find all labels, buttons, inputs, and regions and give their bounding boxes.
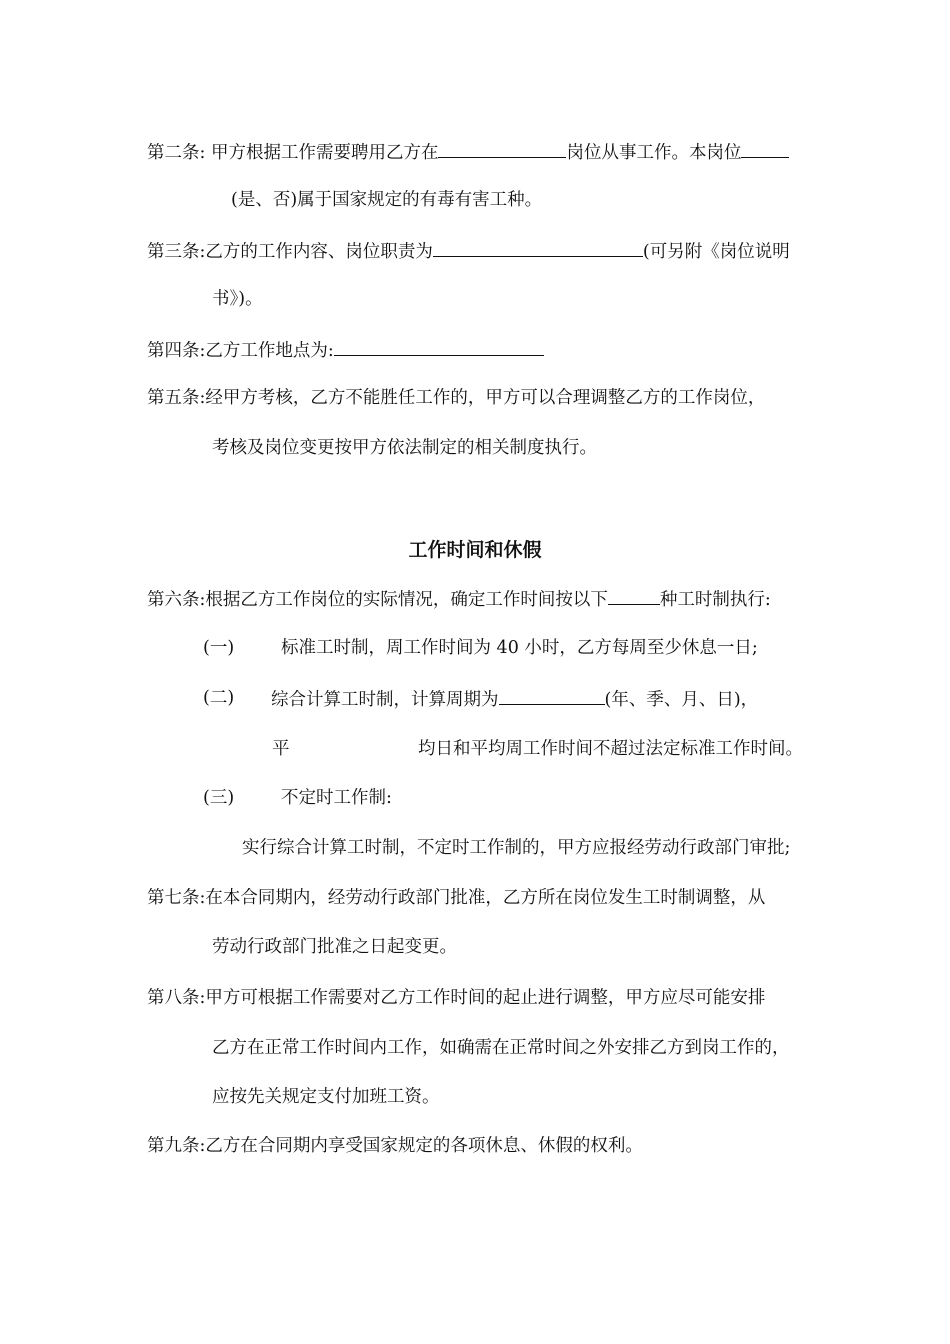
item-3-text: 不定时工作制: bbox=[281, 788, 392, 808]
article-3-line-1 bbox=[147, 238, 790, 264]
article-4-line-1 bbox=[147, 337, 544, 363]
item-2-number: (二) bbox=[203, 688, 235, 708]
article-6-line-1 bbox=[147, 586, 771, 612]
article-3-text-b: (可另附《岗位说明 bbox=[642, 242, 790, 262]
article-5-line-2: 考核及岗位变更按甲方依法制定的相关制度执行。 bbox=[212, 438, 597, 458]
article-2-text-b: 岗位从事工作。本岗位 bbox=[566, 143, 742, 163]
article-6-text-b: 种工时制执行: bbox=[659, 590, 771, 610]
post-name-blank bbox=[438, 139, 566, 158]
calculation-period-blank bbox=[499, 686, 605, 705]
item-2-text-a: 综合计算工时制，计算周期为 bbox=[271, 690, 499, 710]
item-2-cont-b: 均日和平均周工作时间不超过法定标准工作时间。 bbox=[418, 739, 803, 759]
item-1-text: 标准工时制，周工作时间为 40 小时，乙方每周至少休息一日; bbox=[281, 638, 758, 658]
article-7-line-2: 劳动行政部门批准之日起变更。 bbox=[212, 937, 457, 957]
article-4-text: 第四条:乙方工作地点为: bbox=[147, 341, 334, 361]
work-hour-system-blank bbox=[608, 586, 660, 605]
article-8-line-2: 乙方在正常工作时间内工作，如确需在正常时间之外安排乙方到岗工作的， bbox=[212, 1038, 790, 1058]
article-9-line-1: 第九条:乙方在合同期内享受国家规定的各项休息、休假的权利。 bbox=[147, 1136, 643, 1156]
job-duties-blank bbox=[433, 238, 643, 257]
article-3-line-2: 书》)。 bbox=[212, 289, 263, 309]
article-6-text-a: 第六条:根据乙方工作岗位的实际情况，确定工作时间按以下 bbox=[147, 590, 608, 610]
article-3-text-a: 第三条:乙方的工作内容、岗位职责为 bbox=[147, 242, 433, 262]
item-3-number: (三) bbox=[203, 788, 235, 808]
article-2-line-2: (是、否)属于国家规定的有毒有害工种。 bbox=[231, 190, 543, 210]
item-2-text-b: (年、季、月、日)， bbox=[604, 690, 759, 710]
section-title: 工作时间和休假 bbox=[408, 539, 542, 561]
article-8-line-1: 第八条:甲方可根据工作需要对乙方工作时间的起止进行调整，甲方应尽可能安排 bbox=[147, 988, 766, 1008]
article-6-note: 实行综合计算工时制，不定时工作制的，甲方应报经劳动行政部门审批; bbox=[242, 838, 791, 858]
article-2-text-a: 第二条: 甲方根据工作需要聘用乙方在 bbox=[147, 143, 439, 163]
work-location-blank bbox=[334, 337, 544, 356]
article-2-line-1 bbox=[147, 139, 789, 165]
item-1-number: (一) bbox=[203, 638, 235, 658]
article-8-line-3: 应按先关规定支付加班工资。 bbox=[212, 1087, 440, 1107]
article-5-line-1: 第五条:经甲方考核，乙方不能胜任工作的，甲方可以合理调整乙方的工作岗位， bbox=[147, 388, 766, 408]
item-2-text bbox=[271, 686, 758, 712]
item-2-cont-a: 平 bbox=[272, 739, 290, 759]
article-7-line-1: 第七条:在本合同期内，经劳动行政部门批准，乙方所在岗位发生工时制调整，从 bbox=[147, 888, 766, 908]
hazard-yes-no-blank bbox=[741, 139, 789, 158]
